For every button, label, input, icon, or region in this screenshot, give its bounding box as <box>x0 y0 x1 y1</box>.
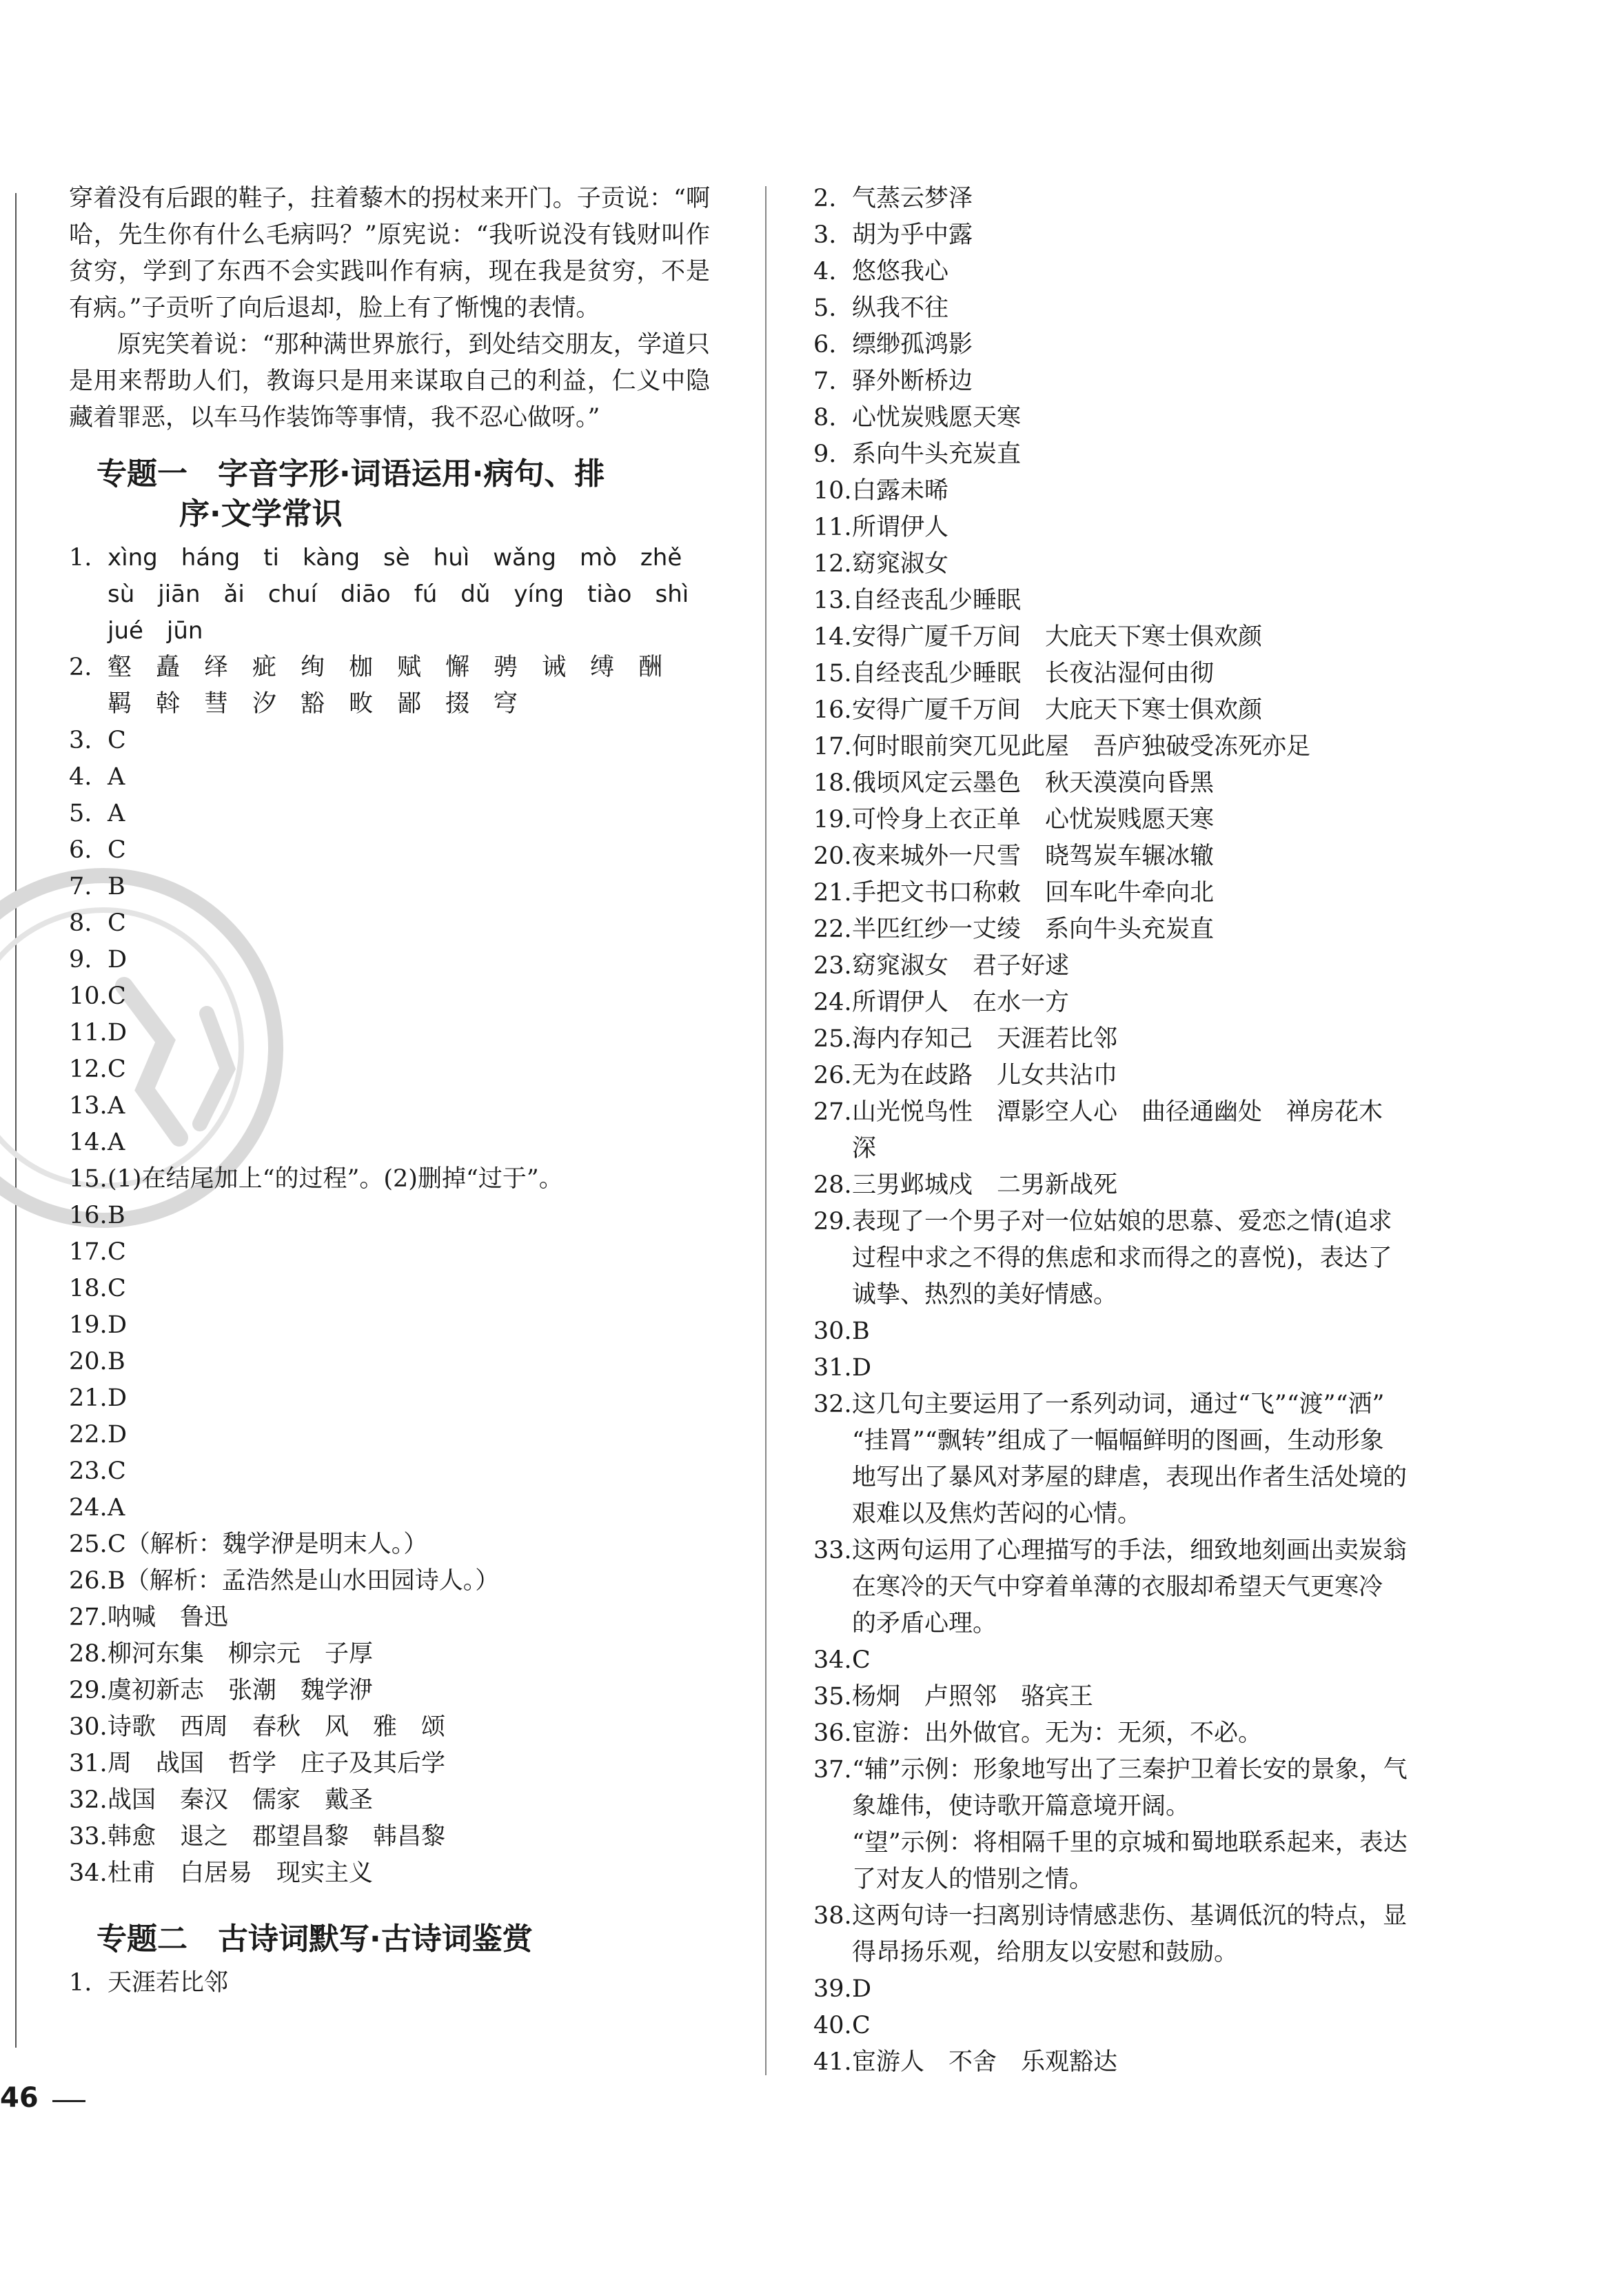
answer-text: 俄顷风定云墨色 秋天漠漠向昏黑 <box>852 769 1215 797</box>
answer-text: 纵我不往 <box>852 294 949 322</box>
section-title-2 <box>69 1919 710 1959</box>
answer-number: 28. <box>69 1640 108 1668</box>
answer-text-continued: 得昂扬乐观，给朋友以安慰和鼓励。 <box>852 1939 1239 1966</box>
answer-number: 31. <box>69 1750 108 1777</box>
answer-number: 29. <box>69 1677 108 1704</box>
answer-number: 24. <box>69 1494 108 1522</box>
answer-text: 呐喊 鲁迅 <box>108 1604 229 1631</box>
answer-item <box>69 723 710 759</box>
answer-text: 这两句运用了心理描写的手法，细致地刻画出卖炭翁 <box>852 1537 1408 1564</box>
answer-number: 30. <box>69 1713 108 1741</box>
answer-number: 31. <box>813 1354 852 1382</box>
answer-text: C <box>108 727 126 754</box>
answer-number: 1. <box>69 544 92 572</box>
answer-text: 驿外断桥边 <box>852 367 973 395</box>
answer-text: 胡为乎中露 <box>852 221 973 249</box>
answer-item <box>69 1161 710 1198</box>
answer-item <box>813 656 1454 692</box>
answer-item <box>813 436 1454 473</box>
answer-number: 5. <box>813 294 837 322</box>
answer-text-continued: 象雄伟，使诗歌开篇意境开阔。 <box>852 1793 1190 1820</box>
answer-list-right <box>813 181 1454 2081</box>
answer-item <box>69 1563 710 1600</box>
answer-item <box>813 1642 1454 1679</box>
answer-number: 26. <box>813 1062 852 1089</box>
answer-number: 19. <box>813 806 852 834</box>
answer-item <box>69 1198 710 1234</box>
answer-item <box>813 619 1454 656</box>
answer-item <box>813 473 1454 510</box>
answer-item <box>69 1636 710 1673</box>
answer-item <box>813 1350 1454 1386</box>
answer-item <box>69 1344 710 1380</box>
answer-number: 23. <box>813 952 852 980</box>
answer-text: C <box>108 909 126 937</box>
answer-text: 悠悠我心 <box>852 258 949 285</box>
answer-number: 2. <box>69 654 92 681</box>
answer-number: 22. <box>813 916 852 943</box>
answer-text: A <box>108 1129 125 1156</box>
answer-item <box>813 911 1454 948</box>
answer-text-continued: 地写出了暴风对茅屋的肆虐，表现出作者生活处境的 <box>852 1464 1408 1491</box>
answer-text: 手把文书口称敕 回车叱牛牵向北 <box>852 879 1215 907</box>
answer-number: 19. <box>69 1311 108 1339</box>
answer-number: 34. <box>813 1646 852 1674</box>
answer-text: D <box>108 1019 128 1047</box>
answer-number: 27. <box>813 1098 852 1126</box>
answer-number: 33. <box>69 1823 108 1850</box>
answer-item <box>813 1386 1454 1533</box>
section-title-line: 专题二 古诗词默写·古诗词鉴赏 <box>97 1921 533 1957</box>
answer-text: 气蒸云梦泽 <box>852 185 973 212</box>
answer-text: C <box>108 836 126 864</box>
answer-item <box>813 363 1454 400</box>
answer-text: 虞初新志 张潮 魏学洢 <box>108 1677 374 1704</box>
answer-text: C <box>108 982 126 1010</box>
answer-number: 13. <box>69 1092 108 1120</box>
answer-item <box>813 875 1454 911</box>
answer-text: 所谓伊人 在水一方 <box>852 989 1070 1016</box>
answer-number: 8. <box>813 404 837 432</box>
answer-text: 杜甫 白居易 现实主义 <box>108 1859 374 1887</box>
answer-item <box>813 948 1454 985</box>
answer-number: 20. <box>69 1348 108 1375</box>
answer-text: 诗歌 西周 春秋 风 雅 颂 <box>108 1713 446 1741</box>
answer-number: 3. <box>813 221 837 249</box>
answer-item <box>69 1380 710 1417</box>
answer-text: C <box>852 2012 871 2039</box>
answer-text: 何时眼前突兀见此屋 吾庐独破受冻死亦足 <box>852 733 1311 760</box>
answer-text: (1)在结尾加上“的过程”。(2)删掉“过于”。 <box>108 1165 563 1193</box>
answer-number: 6. <box>813 331 837 359</box>
answer-text: 三男邺城戍 二男新战死 <box>852 1171 1118 1199</box>
answer-number: 25. <box>69 1531 108 1558</box>
answer-text: C（解析：魏学洢是明末人。） <box>108 1531 428 1558</box>
answer-item <box>69 942 710 978</box>
answer-item <box>69 649 710 723</box>
answer-item <box>813 1715 1454 1752</box>
answer-number: 10. <box>69 982 108 1010</box>
answer-number: 18. <box>813 769 852 797</box>
answer-item <box>813 1971 1454 2008</box>
answer-text: 宦游：出外做官。无为：无须，不必。 <box>852 1719 1263 1747</box>
answer-number: 21. <box>69 1384 108 1412</box>
answer-item <box>813 1679 1454 1715</box>
answer-item <box>813 2008 1454 2044</box>
answer-text: 壑 矗 绎 疵 绚 枷 赋 懈 骋 诫 缚 酬 <box>108 654 663 681</box>
answer-item <box>69 540 710 649</box>
answer-item <box>69 1965 710 2001</box>
answer-text: 半匹红纱一丈绫 系向牛头充炭直 <box>852 916 1215 943</box>
answer-text-continued: “挂罥”“飘转”组成了一幅幅鲜明的图画，生动形象 <box>852 1427 1384 1455</box>
answer-number: 32. <box>813 1391 852 1418</box>
answer-text: 所谓伊人 <box>852 514 949 541</box>
answer-item <box>69 1453 710 1490</box>
answer-item <box>813 802 1454 838</box>
answer-number: 22. <box>69 1421 108 1449</box>
answer-item <box>813 1058 1454 1094</box>
answer-item <box>813 290 1454 327</box>
answer-text: 战国 秦汉 儒家 戴圣 <box>108 1786 374 1814</box>
answer-text-continued: 在寒冷的天气中穿着单薄的衣服却希望天气更寒冷 <box>852 1573 1383 1601</box>
answer-item <box>69 1088 710 1124</box>
answer-number: 28. <box>813 1171 852 1199</box>
answer-text: 表现了一个男子对一位姑娘的思慕、爱恋之情(追求 <box>852 1208 1392 1235</box>
answer-number: 25. <box>813 1025 852 1053</box>
answer-text: 无为在歧路 儿女共沾巾 <box>852 1062 1118 1089</box>
answer-number: 24. <box>813 989 852 1016</box>
answer-number: 4. <box>69 763 92 791</box>
answer-text: “辅”示例：形象地写出了三秦护卫着长安的景象，气 <box>852 1756 1408 1784</box>
answer-item <box>69 759 710 796</box>
answer-text: xìng háng ti kàng sè huì wǎng mò zhě <box>108 544 682 572</box>
answer-text: B <box>108 873 125 900</box>
answer-text: C <box>108 1275 126 1302</box>
answer-item <box>69 978 710 1015</box>
left-column <box>69 181 710 2001</box>
answer-text: 心忧炭贱愿天寒 <box>852 404 1022 432</box>
answer-text: A <box>108 763 125 791</box>
answer-number: 36. <box>813 1719 852 1747</box>
answer-text: D <box>852 1975 872 2003</box>
answer-text-continued: 过程中求之不得的焦虑和求而得之的喜悦)，表达了 <box>852 1244 1392 1272</box>
answer-item <box>69 1307 710 1344</box>
answer-number: 12. <box>813 550 852 578</box>
answer-text: 系向牛头充炭直 <box>852 441 1022 468</box>
answer-text-continued: 诚挚、热烈的美好情感。 <box>852 1281 1118 1309</box>
answer-text: A <box>108 1494 125 1522</box>
answer-text: A <box>108 800 125 827</box>
answer-item <box>813 1898 1454 1971</box>
answer-number: 20. <box>813 843 852 870</box>
answer-text: 自经丧乱少睡眠 长夜沾湿何由彻 <box>852 660 1215 687</box>
answer-text: D <box>108 1311 128 1339</box>
answer-item <box>69 1271 710 1307</box>
answer-text: 窈窕淑女 <box>852 550 949 578</box>
answer-item <box>813 2044 1454 2081</box>
answer-text: C <box>108 1056 126 1083</box>
answer-text: 安得广厦千万间 大庇天下寒士俱欢颜 <box>852 623 1263 651</box>
answer-number: 8. <box>69 909 92 937</box>
answer-text: C <box>108 1238 126 1266</box>
answer-item <box>69 1673 710 1709</box>
answer-text: 宦游人 不舍 乐观豁达 <box>852 2048 1118 2076</box>
answer-item <box>69 1234 710 1271</box>
answer-text: 安得广厦千万间 大庇天下寒士俱欢颜 <box>852 696 1263 724</box>
answer-number: 27. <box>69 1604 108 1631</box>
answer-item <box>69 1490 710 1526</box>
answer-item <box>813 1204 1454 1313</box>
answer-item <box>813 985 1454 1021</box>
answer-text: B <box>852 1318 870 1345</box>
answer-number: 33. <box>813 1537 852 1564</box>
answer-text: 柳河东集 柳宗元 子厚 <box>108 1640 374 1668</box>
answer-item <box>69 1600 710 1636</box>
answer-item <box>813 1094 1454 1167</box>
answer-number: 23. <box>69 1457 108 1485</box>
answer-item <box>813 583 1454 619</box>
answer-text-continued: 艰难以及焦灼苦闷的心情。 <box>852 1500 1142 1528</box>
answer-text: B（解析：孟浩然是山水田园诗人。） <box>108 1567 500 1595</box>
answer-number: 12. <box>69 1056 108 1083</box>
answer-text: 天涯若比邻 <box>108 1969 229 1997</box>
answer-item <box>69 1709 710 1746</box>
answer-item <box>69 1051 710 1088</box>
answer-text: 白露未晞 <box>852 477 949 505</box>
answer-item <box>69 1819 710 1855</box>
answer-item <box>813 1313 1454 1350</box>
answer-number: 15. <box>69 1165 108 1193</box>
answer-number: 3. <box>69 727 92 754</box>
answer-number: 2. <box>813 185 837 212</box>
answer-item <box>69 796 710 832</box>
column-divider <box>765 186 767 2075</box>
answer-number: 41. <box>813 2048 852 2076</box>
answer-text: D <box>852 1354 872 1382</box>
page-number-dash <box>52 2100 85 2102</box>
answer-text-continued: 了对友人的惜别之情。 <box>852 1866 1094 1893</box>
answer-number: 9. <box>69 946 92 973</box>
answer-text: 山光悦鸟性 潭影空人心 曲径通幽处 禅房花木 <box>852 1098 1383 1126</box>
answer-text: 这两句诗一扫离别诗情感悲伤、基调低沉的特点，显 <box>852 1902 1408 1930</box>
answer-text: 海内存知己 天涯若比邻 <box>852 1025 1118 1053</box>
answer-text: 自经丧乱少睡眠 <box>852 587 1022 614</box>
answer-number: 17. <box>813 733 852 760</box>
answer-number: 21. <box>813 879 852 907</box>
answer-text-continued: “望”示例：将相隔千里的京城和蜀地联系起来，表达 <box>852 1829 1408 1857</box>
answer-number: 10. <box>813 477 852 505</box>
answer-text-continued: sù jiān ǎi chuí diāo fú dǔ yíng tiào shì <box>108 581 689 608</box>
answer-text: 这几句主要运用了一系列动词，通过“飞”“渡”“洒” <box>852 1391 1385 1418</box>
answer-item <box>69 869 710 905</box>
answer-text-continued: 羁 斡 彗 汐 豁 畋 鄙 掇 穹 <box>108 690 518 718</box>
answer-number: 17. <box>69 1238 108 1266</box>
answer-item <box>813 765 1454 802</box>
section-title-line: 序·文学常识 <box>179 496 343 532</box>
answer-text: B <box>108 1348 125 1375</box>
answer-number: 4. <box>813 258 837 285</box>
section-title-line: 专题一 字音字形·词语运用·病句、排 <box>97 456 605 492</box>
answer-number: 7. <box>69 873 92 900</box>
answer-item <box>813 327 1454 363</box>
answer-number: 11. <box>813 514 852 541</box>
answer-number: 16. <box>813 696 852 724</box>
answer-text: C <box>852 1646 871 1674</box>
section-title-1 <box>69 454 710 534</box>
answer-number: 7. <box>813 367 837 395</box>
answer-item <box>813 181 1454 217</box>
page-number: 46 <box>0 2082 39 2114</box>
answer-item <box>813 1167 1454 1204</box>
answer-number: 40. <box>813 2012 852 2039</box>
answer-text: 韩愈 退之 郡望昌黎 韩昌黎 <box>108 1823 446 1850</box>
answer-number: 34. <box>69 1859 108 1887</box>
answer-text: 窈窕淑女 君子好逑 <box>852 952 1070 980</box>
answer-list-section-1 <box>69 540 710 1892</box>
answer-item <box>813 838 1454 875</box>
answer-item <box>69 1124 710 1161</box>
answer-text: D <box>108 946 128 973</box>
answer-item <box>69 1417 710 1453</box>
right-column <box>813 181 1454 2081</box>
answer-number: 11. <box>69 1019 108 1047</box>
answer-item <box>813 510 1454 546</box>
answer-text: 周 战国 哲学 庄子及其后学 <box>108 1750 446 1777</box>
answer-text: 杨炯 卢照邻 骆宾王 <box>852 1683 1094 1711</box>
answer-number: 13. <box>813 587 852 614</box>
answer-number: 18. <box>69 1275 108 1302</box>
answer-number: 39. <box>813 1975 852 2003</box>
answer-text: B <box>108 1202 125 1229</box>
answer-number: 9. <box>813 441 837 468</box>
answer-number: 30. <box>813 1318 852 1345</box>
answer-text-continued: 深 <box>852 1135 877 1162</box>
paragraph: 穿着没有后跟的鞋子，拄着藜木的拐杖来开门。子贡说：“啊哈，先生你有什么毛病吗？”原宪说：“我听说没有钱财叫作贫穷，学到了东西不会实践叫作有病，现在我是贫穷，不是有病。”子贡听了向后退却，脸上有了惭愧的表情。 <box>69 185 710 322</box>
answer-text-continued: jué jūn <box>108 617 203 645</box>
answer-item <box>813 217 1454 254</box>
answer-number: 26. <box>69 1567 108 1595</box>
answer-item <box>813 1533 1454 1642</box>
answer-text: 夜来城外一尺雪 晓驾炭车辗冰辙 <box>852 843 1215 870</box>
answer-number: 29. <box>813 1208 852 1235</box>
answer-number: 32. <box>69 1786 108 1814</box>
answer-item <box>813 729 1454 765</box>
answer-number: 35. <box>813 1683 852 1711</box>
answer-item <box>69 1782 710 1819</box>
paragraph: 原宪笑着说：“那种满世界旅行，到处结交朋友，学道只是用来帮助人们，教诲只是用来谋取自己的利益，仁义中隐藏着罪恶，以车马作装饰等事情，我不忍心做呀。” <box>69 331 710 432</box>
answer-item <box>813 400 1454 436</box>
answer-number: 1. <box>69 1969 92 1997</box>
answer-text: D <box>108 1384 128 1412</box>
answer-number: 38. <box>813 1902 852 1930</box>
answer-number: 16. <box>69 1202 108 1229</box>
answer-text: A <box>108 1092 125 1120</box>
answer-item <box>69 1855 710 1892</box>
answer-text: 可怜身上衣正单 心忧炭贱愿天寒 <box>852 806 1215 834</box>
answer-number: 15. <box>813 660 852 687</box>
answer-text: D <box>108 1421 128 1449</box>
answer-number: 14. <box>69 1129 108 1156</box>
answer-item <box>813 546 1454 583</box>
answer-item <box>69 905 710 942</box>
answer-item <box>69 1746 710 1782</box>
answer-text: C <box>108 1457 126 1485</box>
answer-number: 37. <box>813 1756 852 1784</box>
answer-item <box>69 1526 710 1563</box>
answer-text-continued: 的矛盾心理。 <box>852 1610 997 1637</box>
answer-item <box>69 1015 710 1051</box>
answer-item <box>813 1021 1454 1058</box>
answer-item <box>69 832 710 869</box>
answer-text: 缥缈孤鸿影 <box>852 331 973 359</box>
answer-list-section-2 <box>69 1965 710 2001</box>
answer-item <box>813 1752 1454 1898</box>
answer-number: 14. <box>813 623 852 651</box>
answer-item <box>813 254 1454 290</box>
answer-number: 6. <box>69 836 92 864</box>
answer-number: 5. <box>69 800 92 827</box>
answer-item <box>813 692 1454 729</box>
